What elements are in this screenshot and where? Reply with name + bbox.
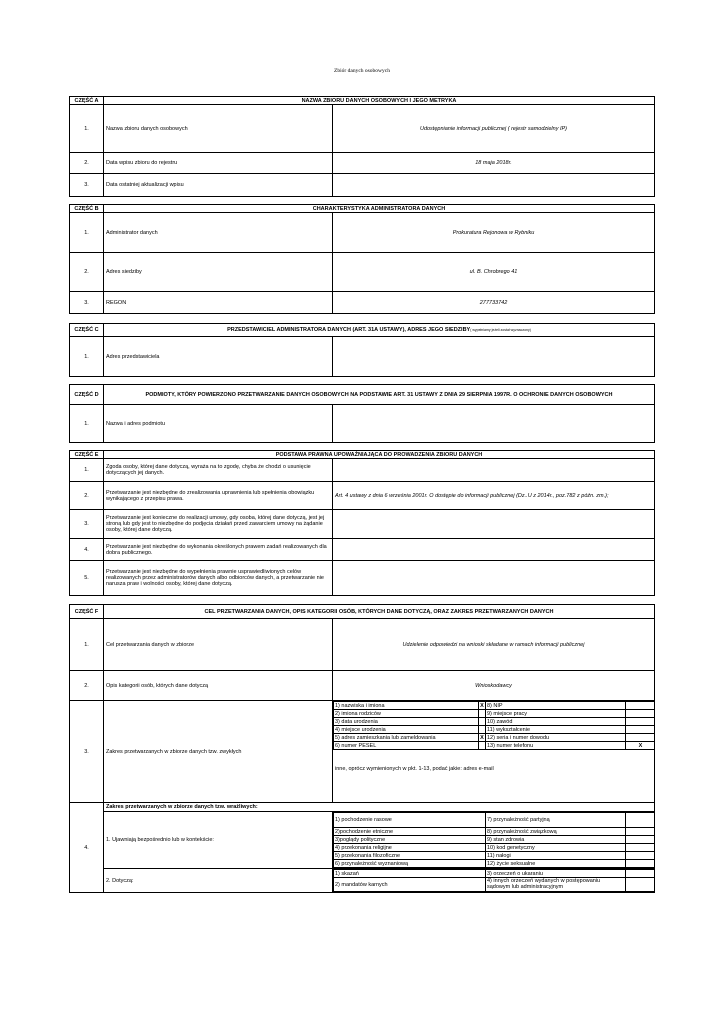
item-label: 6) numer PESEL [334, 742, 479, 750]
checkbox-mark [479, 710, 486, 718]
row-value: Udzielenie odpowiedzi na wnioski składane w ramach informacji publicznej [333, 619, 655, 671]
row-value: Udostępnianie informacji publicznej ( rejestr samodzielny IP) [333, 105, 655, 153]
checkbox-mark [626, 726, 655, 734]
part-c-code: CZĘŚĆ C [70, 324, 104, 337]
row-number: 4. [70, 803, 104, 893]
checkbox-mark [626, 828, 655, 836]
row-label: Cel przetwarzania danych w zbiorze [104, 619, 333, 671]
row-number: 2. [70, 253, 104, 292]
table-row [70, 292, 655, 314]
item-label: 1) skazań [334, 870, 486, 878]
list-item [334, 878, 655, 892]
other-data-text: inne, oprócz wymienionych w pkt. 1-13, podać jakie: adres e-mail [335, 766, 494, 772]
list-item [334, 852, 655, 860]
table-row [70, 812, 655, 869]
ordinary-data-cell [333, 701, 655, 803]
item-label: 2) mandatów karnych [334, 878, 486, 892]
item-label: 2)pochodzenie etniczne [334, 828, 486, 836]
table-row [70, 869, 655, 893]
item-label: 4) miejsce urodzenia [334, 726, 479, 734]
row-number: 1. [70, 337, 104, 377]
item-label: 3) data urodzenia [334, 718, 479, 726]
item-label: 1) pochodzenie rasowe [334, 813, 486, 828]
part-e-code: CZĘŚĆ E [70, 451, 104, 459]
part-f-title: CEL PRZETWARZANIA DANYCH, OPIS KATEGORII OSÓB, KTÓRYCH DANE DOTYCZĄ, ORAZ ZAKRES PRZETWARZANYCH DANYCH [104, 605, 655, 619]
table-row [70, 701, 655, 803]
row-label: Przetwarzanie jest konieczne do realizacji umowy, gdy osoba, której dane dotyczą, jest jej stroną lub gdy jest to niezbędne do podjęcia działań przed zawarciem umowy na żądanie osoby, której dane dotyczą. [104, 510, 333, 539]
table-row [70, 561, 655, 596]
table-row [70, 510, 655, 539]
table-row [70, 539, 655, 561]
table-row [70, 174, 655, 197]
row-value [333, 561, 655, 596]
item-label: 4) przekonania religijne [334, 844, 486, 852]
sensitive-sub1-label: 1. Ujawniają bezpośrednio lub w kontekście: [104, 812, 333, 869]
item-label: 12) seria i numer dowodu [486, 734, 626, 742]
row-label: Adres siedziby [104, 253, 333, 292]
part-e-table [69, 450, 655, 596]
item-label: 8) przynależność związkową [486, 828, 626, 836]
item-label: 10) zawód [486, 718, 626, 726]
item-label: 3) orzeczeń o ukaraniu [486, 870, 626, 878]
checkbox-mark [626, 852, 655, 860]
row-number: 1. [70, 459, 104, 482]
table-row [70, 459, 655, 482]
item-label: 3)poglądy polityczne [334, 836, 486, 844]
row-label: Data ostatniej aktualizacji wpisu [104, 174, 333, 197]
part-d-code: CZĘŚĆ D [70, 385, 104, 405]
part-a-code: CZĘŚĆ A [70, 97, 104, 105]
checkbox-mark: X [626, 742, 655, 750]
row-number: 1. [70, 213, 104, 253]
list-item [334, 718, 655, 726]
row-number: 1. [70, 619, 104, 671]
row-number: 1. [70, 105, 104, 153]
part-c-title-text: PRZEDSTAWICIEL ADMINISTRATORA DANYCH (ART. 31A USTAWY), ADRES JEGO SIEDZIBY [227, 327, 471, 333]
checkbox-mark [626, 870, 655, 878]
checkbox-mark [626, 844, 655, 852]
sensitive-sub2-cell [333, 869, 655, 893]
row-label: Administrator danych [104, 213, 333, 253]
table-row [70, 105, 655, 153]
item-label: 4) innych orzeczeń wydanych w postępowaniu sądowym lub administracyjnym [486, 878, 626, 892]
part-d-title: PODMIOTY, KTÓRY POWIERZONO PRZETWARZANIE DANYCH OSOBOWYCH NA PODSTAWIE ART. 31 USTAWY Z DNIA 29 SIERPNIA 1997R. O OCHRONIE DANYCH OSOBOWYCH [104, 385, 655, 405]
row-number: 1. [70, 405, 104, 443]
checkbox-mark: X [480, 734, 484, 741]
item-label: 5) przekonania filozoficzne [334, 852, 486, 860]
table-row [70, 337, 655, 377]
row-value [333, 337, 655, 377]
row-value [333, 405, 655, 443]
checkbox-mark [626, 813, 655, 828]
row-number: 3. [70, 701, 104, 803]
row-number: 2. [70, 482, 104, 510]
list-item [334, 710, 655, 718]
part-f-code: CZĘŚĆ F [70, 605, 104, 619]
list-item [334, 860, 655, 868]
part-b-table [69, 204, 655, 314]
checkbox-mark [626, 734, 655, 742]
item-label: 2) imiona rodziców [334, 710, 479, 718]
item-label: 8) NIP [486, 702, 626, 710]
sensitive-sub1-cell [333, 812, 655, 869]
row-label: Przetwarzanie jest niezbędne do zrealizowania uprawnienia lub spełnienia obowiązku wynikającego z przepisu prawa. [104, 482, 333, 510]
part-b-title: CHARAKTERYSTYKA ADMINISTRATORA DANYCH [104, 205, 655, 213]
part-a-title: NAZWA ZBIORU DANYCH OSOBOWYCH I JEGO METRYKA [104, 97, 655, 105]
checkbox-mark [626, 702, 655, 710]
checkbox-mark [479, 718, 486, 726]
item-label: 11) wykształcenie [486, 726, 626, 734]
list-item [334, 734, 655, 742]
table-row [70, 619, 655, 671]
table-row [70, 153, 655, 174]
part-c-table [69, 323, 655, 377]
sensitive-data-header: Zakres przetwarzanych w zbiorze danych tzw. wrażliwych: [104, 803, 655, 812]
row-label: Nazwa i adres podmiotu [104, 405, 333, 443]
checkbox-mark: X [480, 702, 484, 709]
sensitive-sub2-label: 2. Dotyczą: [104, 869, 333, 893]
list-item [334, 844, 655, 852]
part-c-title [104, 324, 655, 337]
checkbox-mark [626, 718, 655, 726]
row-number: 2. [70, 153, 104, 174]
table-row [70, 482, 655, 510]
list-item [334, 813, 655, 828]
row-value [333, 174, 655, 197]
row-value: Prokuratura Rejonowa w Rybniku [333, 213, 655, 253]
row-number: 4. [70, 539, 104, 561]
row-value: 277733742 [333, 292, 655, 314]
checkbox-mark [479, 726, 486, 734]
part-c-note: ( wypełniamy jeżeli został wyznaczony) [470, 328, 531, 332]
row-value: Wnioskodawcy [333, 671, 655, 701]
row-value [333, 539, 655, 561]
row-label: Opis kategorii osób, których dane dotyczą [104, 671, 333, 701]
row-number: 5. [70, 561, 104, 596]
checkbox-mark [626, 860, 655, 868]
row-value: Art. 4 ustawy z dnia 6 września 2001r. O dostępie do informacji publicznej (Dz..U z 2014r., poz.782 z późn. zm.); [333, 482, 655, 510]
row-number: 3. [70, 510, 104, 539]
part-e-title: PODSTAWA PRAWNA UPOWAŻNIAJĄCA DO PROWADZENIA ZBIORU DANYCH [104, 451, 655, 459]
item-label: 13) numer telefonu [486, 742, 626, 750]
table-row [70, 671, 655, 701]
checkbox-mark [626, 878, 655, 892]
list-item [334, 742, 655, 750]
part-f-table [69, 604, 655, 893]
item-label: 10) kod genetyczny [486, 844, 626, 852]
list-item [334, 702, 655, 710]
list-item [334, 836, 655, 844]
part-b-code: CZĘŚĆ B [70, 205, 104, 213]
ordinary-data-grid [333, 701, 655, 750]
item-label: 6) przynależność wyznaniową [334, 860, 486, 868]
table-row [70, 213, 655, 253]
row-value: ul. B. Chrobrego 41 [333, 253, 655, 292]
row-label: Zakres przetwarzanych w zbiorze danych tzw. zwykłych [104, 701, 333, 803]
item-label: 12) życie seksualne [486, 860, 626, 868]
row-label: Zgoda osoby, której dane dotyczą, wyraża na to zgodę, chyba że chodzi o usunięcie dotyczących jej danych. [104, 459, 333, 482]
row-label: Data wpisu zbioru do rejestru [104, 153, 333, 174]
checkbox-mark [479, 742, 486, 750]
item-label: 5) adres zamieszkania lub zameldowania [334, 734, 479, 742]
sensitive-sub2-grid [333, 869, 655, 892]
checkbox-mark [626, 710, 655, 718]
row-number: 3. [70, 174, 104, 197]
row-value [333, 510, 655, 539]
list-item [334, 870, 655, 878]
row-label: Przetwarzanie jest niezbędne do wypełnienia prawnie usprawiedliwionych celów realizowanych przez administratorów danych albo odbiorców danych, a przetwarzanie nie narusza praw i wolności osoby, której dane dotyczą. [104, 561, 333, 596]
checkbox-mark [626, 836, 655, 844]
item-label: 7) przynależność partyjną [486, 813, 626, 828]
row-label: Nazwa zbioru danych osobowych [104, 105, 333, 153]
table-row [70, 253, 655, 292]
row-value [333, 459, 655, 482]
row-number: 3. [70, 292, 104, 314]
part-d-table [69, 384, 655, 443]
list-item [334, 828, 655, 836]
item-label: 9) stan zdrowia [486, 836, 626, 844]
row-label: Adres przedstawiciela [104, 337, 333, 377]
item-label: 11) nałogi [486, 852, 626, 860]
row-value: 18 maja 2018r. [333, 153, 655, 174]
item-label: 9) miejsce pracy [486, 710, 626, 718]
sensitive-sub1-grid [333, 812, 655, 868]
item-label: 1) nazwiska i imiona [334, 702, 479, 710]
part-a-table [69, 96, 655, 197]
document-title: Zbiór danych osobowych [334, 68, 390, 74]
list-item [334, 726, 655, 734]
table-row [70, 405, 655, 443]
row-label: REGON [104, 292, 333, 314]
row-label: Przetwarzanie jest niezbędne do wykonania określonych prawem zadań realizowanych dla dobra publicznego. [104, 539, 333, 561]
row-number: 2. [70, 671, 104, 701]
